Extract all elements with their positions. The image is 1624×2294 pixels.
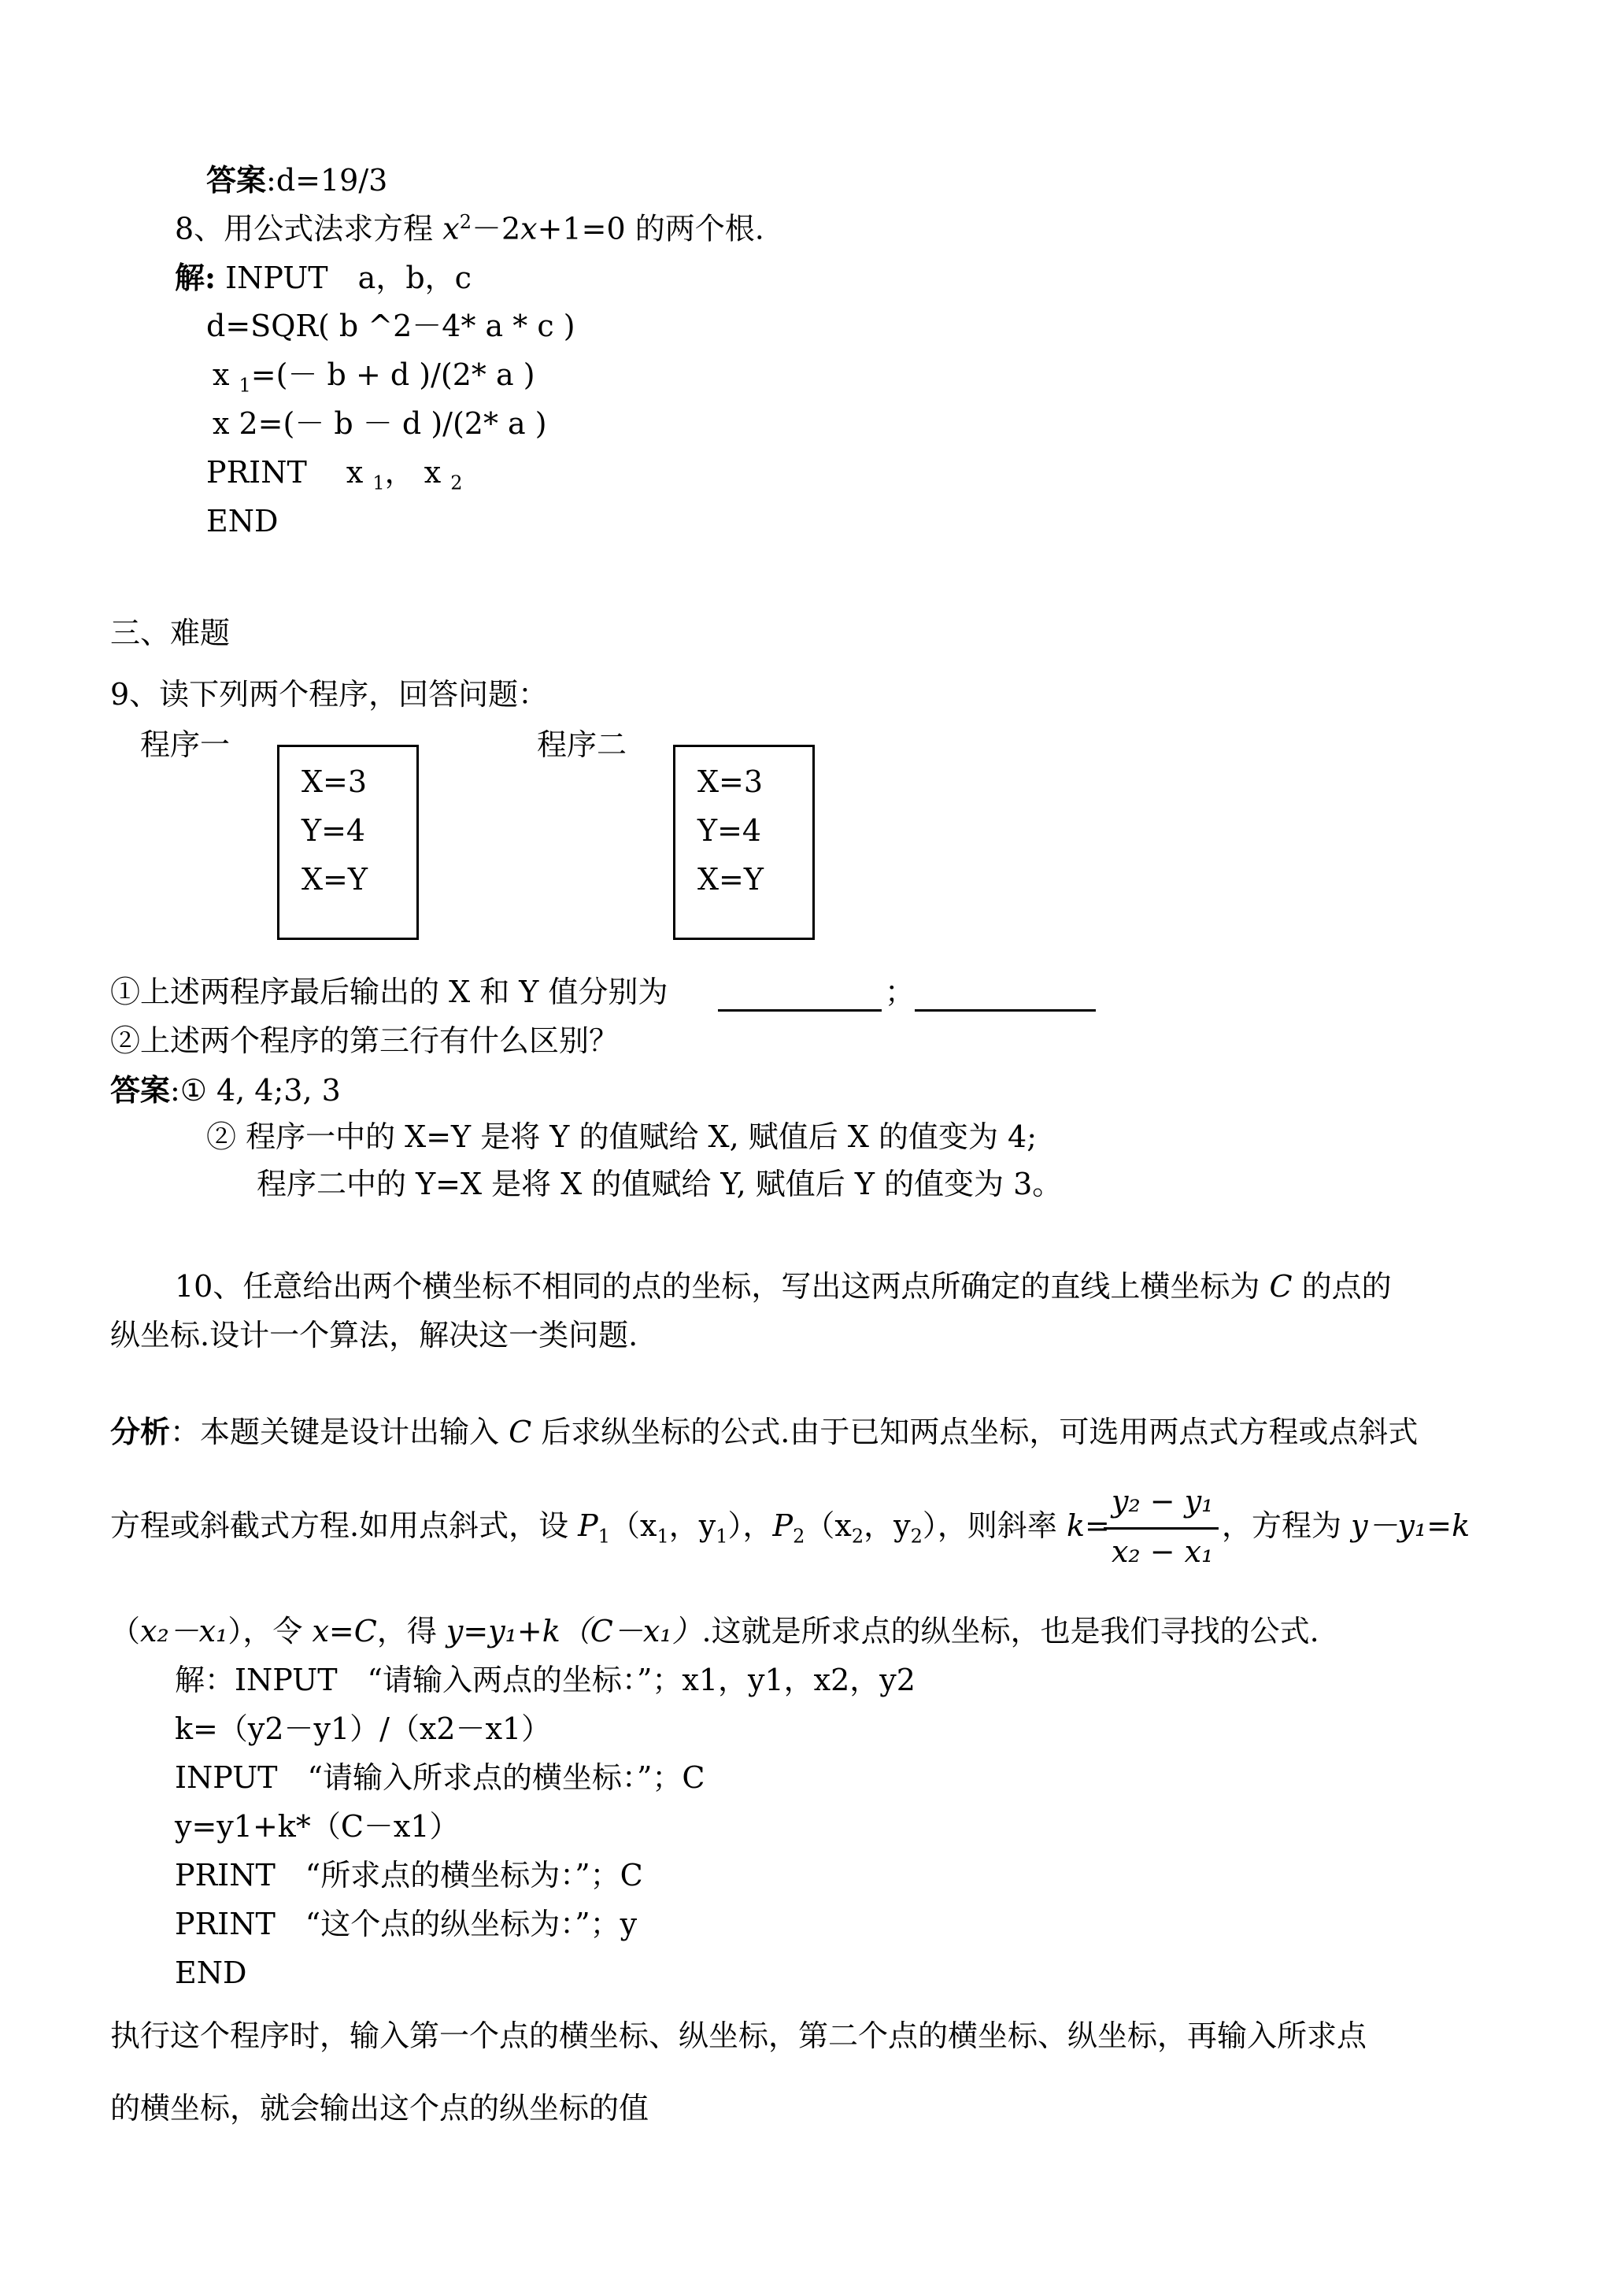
q10-solution-line: PRINT “这个点的纵坐标为：”；y bbox=[175, 1907, 638, 1941]
q10-solution-line: END bbox=[175, 1955, 247, 1990]
q8-code-d: d=SQR( b ^2－4* a * c ) bbox=[206, 309, 575, 343]
q10-conclusion-line-1: 执行这个程序时，输入第一个点的横坐标、纵坐标，第二个点的横坐标、纵坐标，再输入所求点 bbox=[110, 2018, 1367, 2053]
q8-code-print: PRINT x $_1$， x $_2$ bbox=[206, 455, 463, 494]
q8-solution-line-1: 解: INPUT a，b，c bbox=[175, 260, 472, 295]
q9-answer-line-1: 答案:① 4, 4;3, 3 bbox=[110, 1072, 341, 1108]
q10-solution-line: y=y1+k*（C－x1） bbox=[175, 1809, 460, 1844]
blank-separator: ； bbox=[885, 975, 916, 1009]
q8-code-end: END bbox=[206, 504, 279, 538]
section-3-title: 三、难题 bbox=[110, 616, 231, 650]
program-2-label: 程序二 bbox=[537, 727, 627, 762]
q8-question: 8、用公式法求方程 $x^2-2x+1=0$ 的两个根. bbox=[175, 211, 764, 246]
q9-answer-line-3: 程序二中的 Y=X 是将 X 的值赋给 Y, 赋值后 Y 的值变为 3。 bbox=[257, 1167, 1063, 1201]
q10-analysis-line-1: 分析：本题关键是设计出输入 C 后求纵坐标的公式.由于已知两点坐标，可选用两点式方程或点斜式 bbox=[110, 1414, 1419, 1449]
q9-sub-question-1: ①上述两程序最后输出的 X 和 Y 值分别为 bbox=[110, 975, 668, 1009]
q9-answer-line-2: ② 程序一中的 X=Y 是将 Y 的值赋给 X, 赋值后 X 的值变为 4; bbox=[206, 1119, 1038, 1154]
q10-question-line-2: 纵坐标.设计一个算法，解决这一类问题. bbox=[110, 1318, 638, 1352]
q10-solution-line-1: 解：INPUT “请输入两点的坐标：”；x1，y1，x2，y2 bbox=[175, 1663, 916, 1697]
solution-label: 解: bbox=[175, 260, 216, 295]
q8-code-x2: x 2=(－ b － d )/(2* a ) bbox=[213, 406, 547, 441]
program-1-box bbox=[277, 745, 419, 940]
program-2-line: X=Y bbox=[697, 862, 764, 897]
q9-question: 9、读下列两个程序，回答问题： bbox=[110, 677, 549, 712]
answer-label: 答案 bbox=[206, 162, 267, 198]
program-1-line: X=Y bbox=[301, 862, 368, 897]
q10-solution-line: PRINT “所求点的横坐标为：”；C bbox=[175, 1858, 643, 1893]
q10-question-line-1: 10、任意给出两个横坐标不相同的点的坐标，写出这两点所确定的直线上横坐标为 C 的点的 bbox=[175, 1269, 1392, 1304]
answer-label: 答案 bbox=[110, 1072, 171, 1108]
q10-analysis-line-2b: ，方程为 y－y₁=k bbox=[1222, 1508, 1470, 1543]
program-2-box bbox=[673, 745, 815, 940]
q10-conclusion-line-2: 的横坐标，就会输出这个点的纵坐标的值 bbox=[110, 2091, 649, 2126]
fraction-numerator: y₂ − y₁ bbox=[1112, 1484, 1214, 1519]
program-1-line: Y=4 bbox=[301, 813, 366, 848]
q9-sub-question-2: ②上述两个程序的第三行有什么区别？ bbox=[110, 1023, 620, 1058]
q10-analysis-line-2: 方程或斜截式方程.如用点斜式，设 $P_1(x_1$，$y_1$），$P_2(x_2$，$y_2$），则斜率 k= bbox=[110, 1508, 1110, 1548]
q10-solution-line: k=（y2－y1）/（x2－x1） bbox=[175, 1711, 552, 1746]
answer-blank-2[interactable] bbox=[915, 1009, 1096, 1012]
program-1-label: 程序一 bbox=[140, 727, 231, 762]
solution-label: 解 bbox=[175, 1663, 205, 1697]
answer-blank-1[interactable] bbox=[718, 1009, 882, 1012]
fraction-denominator: x₂ − x₁ bbox=[1112, 1534, 1214, 1569]
slope-fraction bbox=[1104, 1486, 1219, 1578]
q8-code-x1: x $_1$=(－ b + d )/(2* a ) bbox=[213, 357, 535, 397]
q10-analysis-line-3: （x₂－x₁），令 x=C，得 y=y₁+k（C－x₁）.这就是所求点的纵坐标，也是我们寻找的公式. bbox=[110, 1614, 1319, 1648]
q7-answer: 答案:d=19/3 bbox=[206, 162, 388, 198]
fraction-bar bbox=[1104, 1527, 1219, 1530]
program-2-line: X=3 bbox=[697, 764, 764, 799]
analysis-label: 分析 bbox=[110, 1414, 171, 1449]
program-1-line: X=3 bbox=[301, 764, 368, 799]
q10-solution-line: INPUT “请输入所求点的横坐标：”；C bbox=[175, 1760, 705, 1795]
program-2-line: Y=4 bbox=[697, 813, 762, 848]
